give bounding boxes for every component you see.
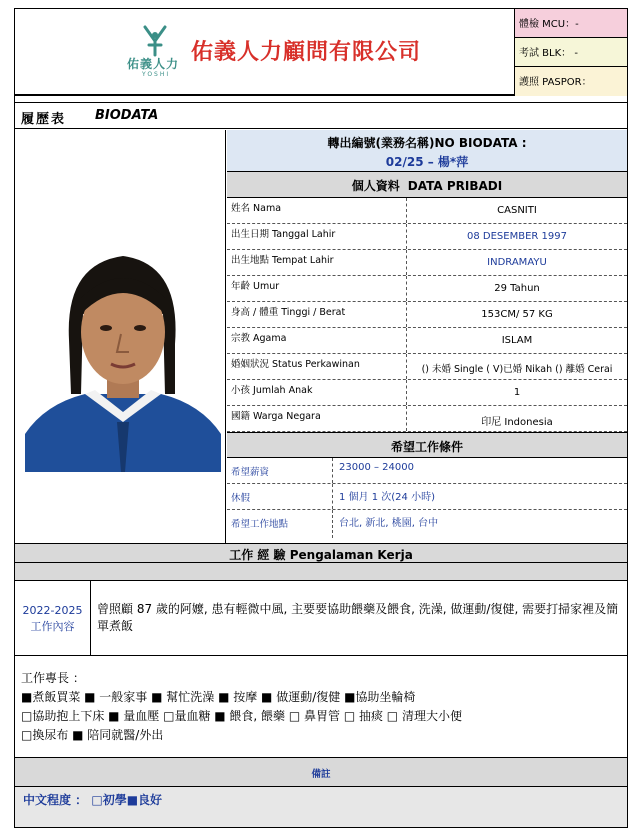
personal-row-label: 宗教 Agama	[227, 328, 407, 353]
personal-row-value: ISLAM	[501, 335, 533, 346]
personal-heading-en: DATA PRIBADI	[407, 179, 503, 193]
title-en: BIODATA	[95, 108, 159, 123]
status-paspor: 護照 PASPOR：	[515, 67, 627, 96]
personal-row-label: 出生日期 Tanggal Lahir	[227, 224, 407, 249]
personal-row-label: 年齡 Umur	[227, 276, 407, 301]
personal-row	[227, 302, 627, 328]
hope-row	[227, 484, 627, 510]
experience-year-label: 工作內容	[30, 620, 75, 633]
biodata-number-label: 轉出編號(業務名稱)NO BIODATA :	[327, 136, 527, 150]
personal-row-label: 身高 / 體重 Tinggi / Berat	[227, 302, 407, 327]
personal-row-label: 出生地點 Tempat Lahir	[227, 250, 407, 275]
experience-heading: 工作 經 驗 Pengalaman Kerja	[15, 543, 627, 563]
hope-row-value: 23000 – 24000	[339, 462, 414, 473]
company-name: 佑義人力顧問有限公司	[191, 39, 422, 65]
header	[15, 9, 627, 96]
experience-year: 2022-2025	[22, 604, 83, 617]
title-bar	[15, 102, 627, 129]
experience-period	[15, 581, 91, 656]
title-zh: 履歷表	[21, 112, 67, 127]
personal-row	[227, 354, 627, 380]
skills-title: 工作專長 ：	[21, 671, 85, 685]
status-box	[515, 9, 627, 96]
personal-row-value: 153CM/ 57 KG	[481, 309, 553, 320]
personal-row-value: 1	[513, 387, 521, 398]
notes-body	[15, 787, 627, 827]
hope-row-label: 希望薪資	[227, 458, 333, 483]
hope-row-value: 1 個月 1 次(24 小時)	[339, 492, 435, 503]
hope-row-label: 希望工作地點	[227, 510, 333, 538]
notes-heading: 備註	[15, 757, 627, 787]
personal-row-label: 小孩 Jumlah Anak	[227, 380, 407, 405]
status-blk: 考試 BLK： -	[515, 38, 627, 67]
photo-cell	[15, 130, 226, 543]
hope-row-label: 休假	[227, 484, 333, 509]
experience-description: 曾照顧 87 歲的阿嬤, 患有輕微中風, 主要要協助餵藥及餵食, 洗澡, 做運動/復健, 需要打掃家裡及簡單煮飯	[97, 602, 619, 633]
personal-row-value: 印尼 Indonesia	[481, 417, 553, 428]
experience-row	[15, 581, 627, 656]
skills-line: ■煮飯買菜 ■ 一般家事 ■ 幫忙洗澡 ■ 按摩 ■ 做運動/復健 ■協助坐輪椅	[21, 690, 416, 704]
personal-row	[227, 406, 627, 432]
candidate-photo	[25, 244, 221, 472]
status-mcu: 體檢 MCU：-	[515, 9, 627, 38]
personal-data-column	[227, 130, 627, 538]
personal-row-value: 08 DESEMBER 1997	[467, 231, 567, 242]
hope-heading: 希望工作條件	[227, 432, 627, 458]
chinese-level: 中文程度 ： □初學■良好	[23, 793, 163, 807]
company-logo-area	[15, 9, 515, 96]
personal-row-value: CASNITI	[497, 205, 537, 216]
personal-row	[227, 276, 627, 302]
skills-line: □換尿布 ■ 陪同就醫/外出	[21, 728, 164, 742]
biodata-number	[227, 130, 627, 172]
hope-row-value: 台北, 新北, 桃園, 台中	[339, 518, 439, 529]
personal-row	[227, 250, 627, 276]
personal-row-value: 29 Tahun	[494, 283, 540, 294]
hope-row	[227, 458, 627, 484]
personal-row	[227, 328, 627, 354]
hope-row	[227, 510, 627, 538]
personal-row-label: 姓名 Nama	[227, 198, 407, 223]
personal-row	[227, 224, 627, 250]
personal-row-value: INDRAMAYU	[487, 257, 547, 268]
personal-row-label: 國籍 Warga Negara	[227, 406, 407, 431]
logo-subtext: YOSHI	[142, 71, 171, 78]
biodata-number-value: 02/25 – 楊*萍	[385, 155, 469, 169]
logo-text: 佑義人力	[127, 57, 180, 71]
skills-line: □協助抱上下床 ■ 量血壓 □量血糖 ■ 餵食, 餵藥 □ 鼻胃管 □ 抽痰 □ 清理大小便	[21, 709, 462, 723]
biodata-sheet	[14, 8, 628, 828]
personal-row	[227, 380, 627, 406]
skills-section	[21, 669, 621, 745]
personal-row-value: () 未婚 Single ( V)已婚 Nikah () 離婚 Cerai	[421, 364, 613, 375]
experience-spacer	[15, 563, 627, 581]
personal-row	[227, 198, 627, 224]
personal-heading-zh: 個人資料	[351, 179, 400, 193]
personal-data-heading	[227, 172, 627, 198]
personal-row-label: 婚姻狀況 Status Perkawinan	[227, 354, 407, 379]
